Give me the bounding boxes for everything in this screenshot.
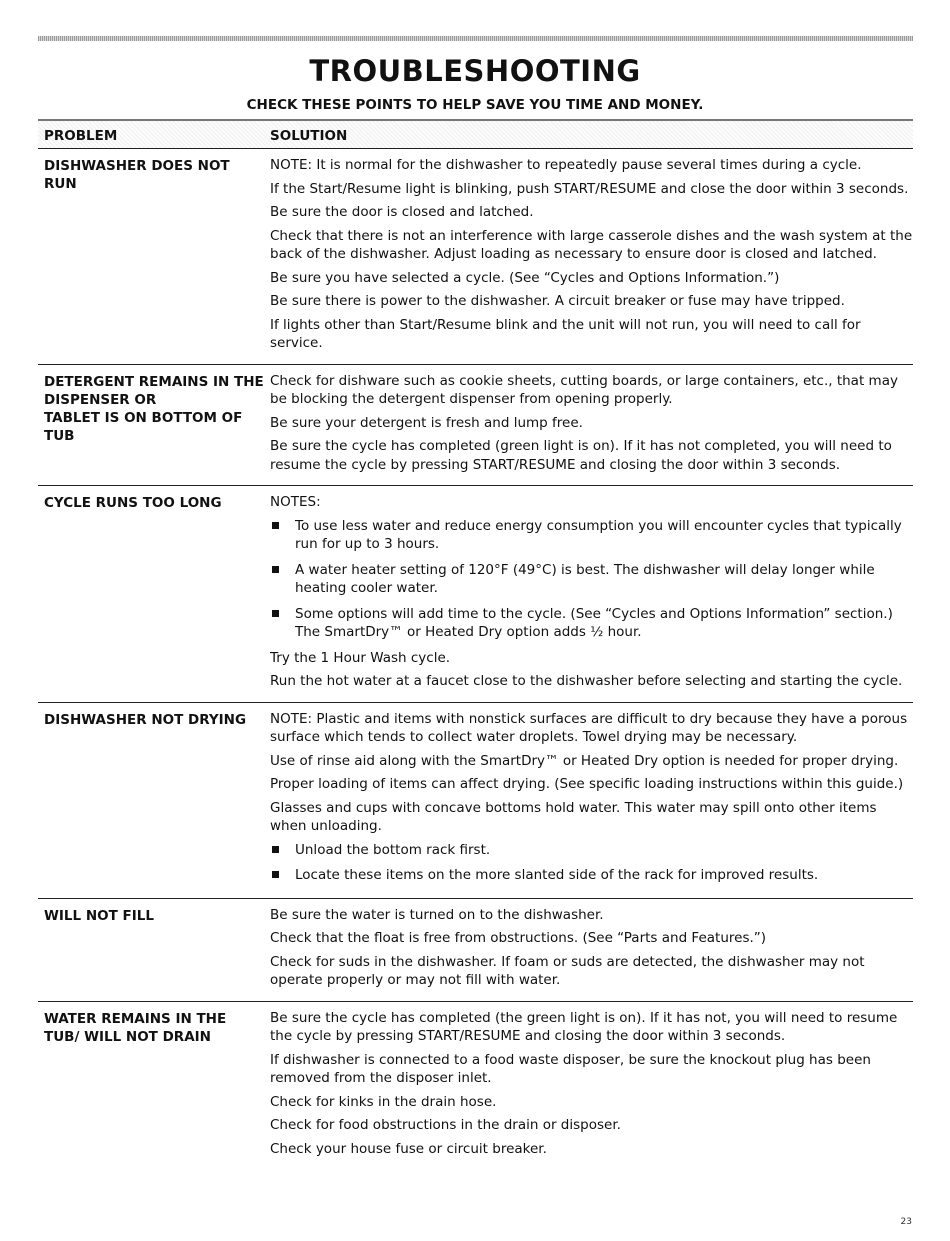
table-row <box>38 1002 913 1170</box>
solution-text: Proper loading of items can affect drying. (See specific loading instructions within this guide.) <box>270 776 904 792</box>
square-bullet-icon <box>272 566 279 573</box>
solution-text: Be sure the water is turned on to the dishwasher. <box>270 906 604 923</box>
solution-text: NOTE: It is normal for the dishwasher to repeatedly pause several times during a cycle. <box>270 157 862 173</box>
solution-bullet-text: To use less water and reduce energy consumption you will encounter cycles that typically run for up to 3 hours. <box>295 517 902 552</box>
solution-text: Use of rinse aid along with the SmartDry™ or Heated Dry option is needed for proper drying. <box>270 752 899 769</box>
solution-text: Check that there is not an interference with large casserole dishes and the wash system at the back of the dishwasher. Adjust loading as necessary to ensure door is closed and latched. <box>270 227 913 262</box>
solution-bullet-text: Locate these items on the more slanted side of the rack for improved results. <box>295 867 819 883</box>
solution-text: Be sure you have selected a cycle. (See “Cycles and Options Information.”) <box>270 269 780 286</box>
square-bullet-icon <box>272 871 279 878</box>
troubleshooting-table <box>38 149 913 1169</box>
problem-label <box>44 1010 264 1046</box>
table-row <box>38 149 913 365</box>
solution-text: Check that the float is free from obstructions. (See “Parts and Features.”) <box>270 930 767 946</box>
table-row <box>38 899 913 1002</box>
solution-cell <box>270 899 913 1001</box>
solution-cell <box>270 703 913 898</box>
solution-text: Check for kinks in the drain hose. <box>270 1093 497 1110</box>
solution-cell <box>270 1002 913 1170</box>
problem-label-line: DISHWASHER NOT DRYING <box>44 711 247 728</box>
solution-text: NOTE: Plastic and items with nonstick surfaces are difficult to dry because they have a porous surface which tends to collect water droplets. Towel drying may be necessary. <box>270 710 908 745</box>
solution-bullet-text: A water heater setting of 120°F (49°C) is best. The dishwasher will delay longer while heating cooler water. <box>295 561 875 596</box>
table-header <box>38 119 913 149</box>
solution-text: If the Start/Resume light is blinking, push START/RESUME and close the door within 3 seconds. <box>270 180 909 197</box>
solution-text: Be sure the cycle has completed (green light is on). If it has not completed, you will need to resume the cycle by pressing START/RESUME and closing the door within 3 seconds. <box>270 438 892 473</box>
problem-label-line: CYCLE RUNS TOO LONG <box>44 495 222 511</box>
solution-bullet <box>270 841 913 860</box>
solution-text: Try the 1 Hour Wash cycle. <box>270 649 451 666</box>
problem-label <box>44 157 264 193</box>
solution-bullet-text: Some options will add time to the cycle. (See “Cycles and Options Information” section.) The SmartDry™ or Heated Dry option adds ½ hour. <box>295 605 893 640</box>
table-row <box>38 365 913 487</box>
square-bullet-icon <box>272 846 279 853</box>
table-row <box>38 703 913 899</box>
solution-text: If dishwasher is connected to a food waste disposer, be sure the knockout plug has been removed from the disposer inlet. <box>270 1051 871 1086</box>
page-title: TROUBLESHOOTING <box>309 54 641 88</box>
solution-text: Be sure the cycle has completed (the green light is on). If it has not, you will need to resume the cycle by pressing START/RESUME and closing the door within 3 seconds. <box>270 1009 898 1044</box>
solution-cell <box>270 365 913 486</box>
solution-text: Check for suds in the dishwasher. If foam or suds are detected, the dishwasher may not operate properly or may not fill with water. <box>270 953 865 988</box>
problem-label <box>44 494 264 512</box>
problem-label <box>44 711 264 729</box>
problem-label-line: WATER REMAINS IN THE TUB/ WILL NOT DRAIN <box>44 1010 227 1045</box>
header-solution: SOLUTION <box>270 128 348 144</box>
problem-label-line: DETERGENT REMAINS IN THE DISPENSER OR <box>44 373 264 408</box>
solution-text: If lights other than Start/Resume blink and the unit will not run, you will need to call for service. <box>270 316 861 351</box>
header-problem: PROBLEM <box>44 128 118 144</box>
solution-cell <box>270 486 913 702</box>
solution-text: Be sure the door is closed and latched. <box>270 204 534 220</box>
problem-label-line: DISHWASHER DOES NOT RUN <box>44 158 230 192</box>
solution-bullet <box>270 517 913 554</box>
solution-bullet <box>270 561 913 598</box>
solution-text: Check for dishware such as cookie sheets, cutting boards, or large containers, etc., that may be blocking the detergent dispenser from opening properly. <box>270 372 898 407</box>
solution-bullet <box>270 605 913 642</box>
solution-text: Run the hot water at a faucet close to the dishwasher before selecting and starting the cycle. <box>270 673 903 689</box>
table-row <box>38 486 913 703</box>
solution-text: Be sure there is power to the dishwasher. A circuit breaker or fuse may have tripped. <box>270 293 845 309</box>
problem-label-line: WILL NOT FILL <box>44 907 154 924</box>
top-rule <box>38 36 913 41</box>
solution-cell <box>270 149 913 364</box>
problem-label <box>44 373 264 445</box>
solution-text: Check for food obstructions in the drain or disposer. <box>270 1117 621 1133</box>
page-subtitle: CHECK THESE POINTS TO HELP SAVE YOU TIME AND MONEY. <box>246 97 704 113</box>
solution-text: NOTES: <box>270 494 321 510</box>
square-bullet-icon <box>272 610 279 617</box>
solution-bullet <box>270 866 913 885</box>
problem-label <box>44 907 264 925</box>
solution-text: Glasses and cups with concave bottoms hold water. This water may spill onto other items when unloading. <box>270 799 877 834</box>
solution-text: Be sure your detergent is fresh and lump free. <box>270 414 583 431</box>
page-number: 23 <box>900 1217 912 1227</box>
solution-text: Check your house fuse or circuit breaker. <box>270 1140 547 1157</box>
problem-label-line: TABLET IS ON BOTTOM OF TUB <box>44 409 243 444</box>
solution-bullet-text: Unload the bottom rack first. <box>295 841 491 858</box>
square-bullet-icon <box>272 522 279 529</box>
